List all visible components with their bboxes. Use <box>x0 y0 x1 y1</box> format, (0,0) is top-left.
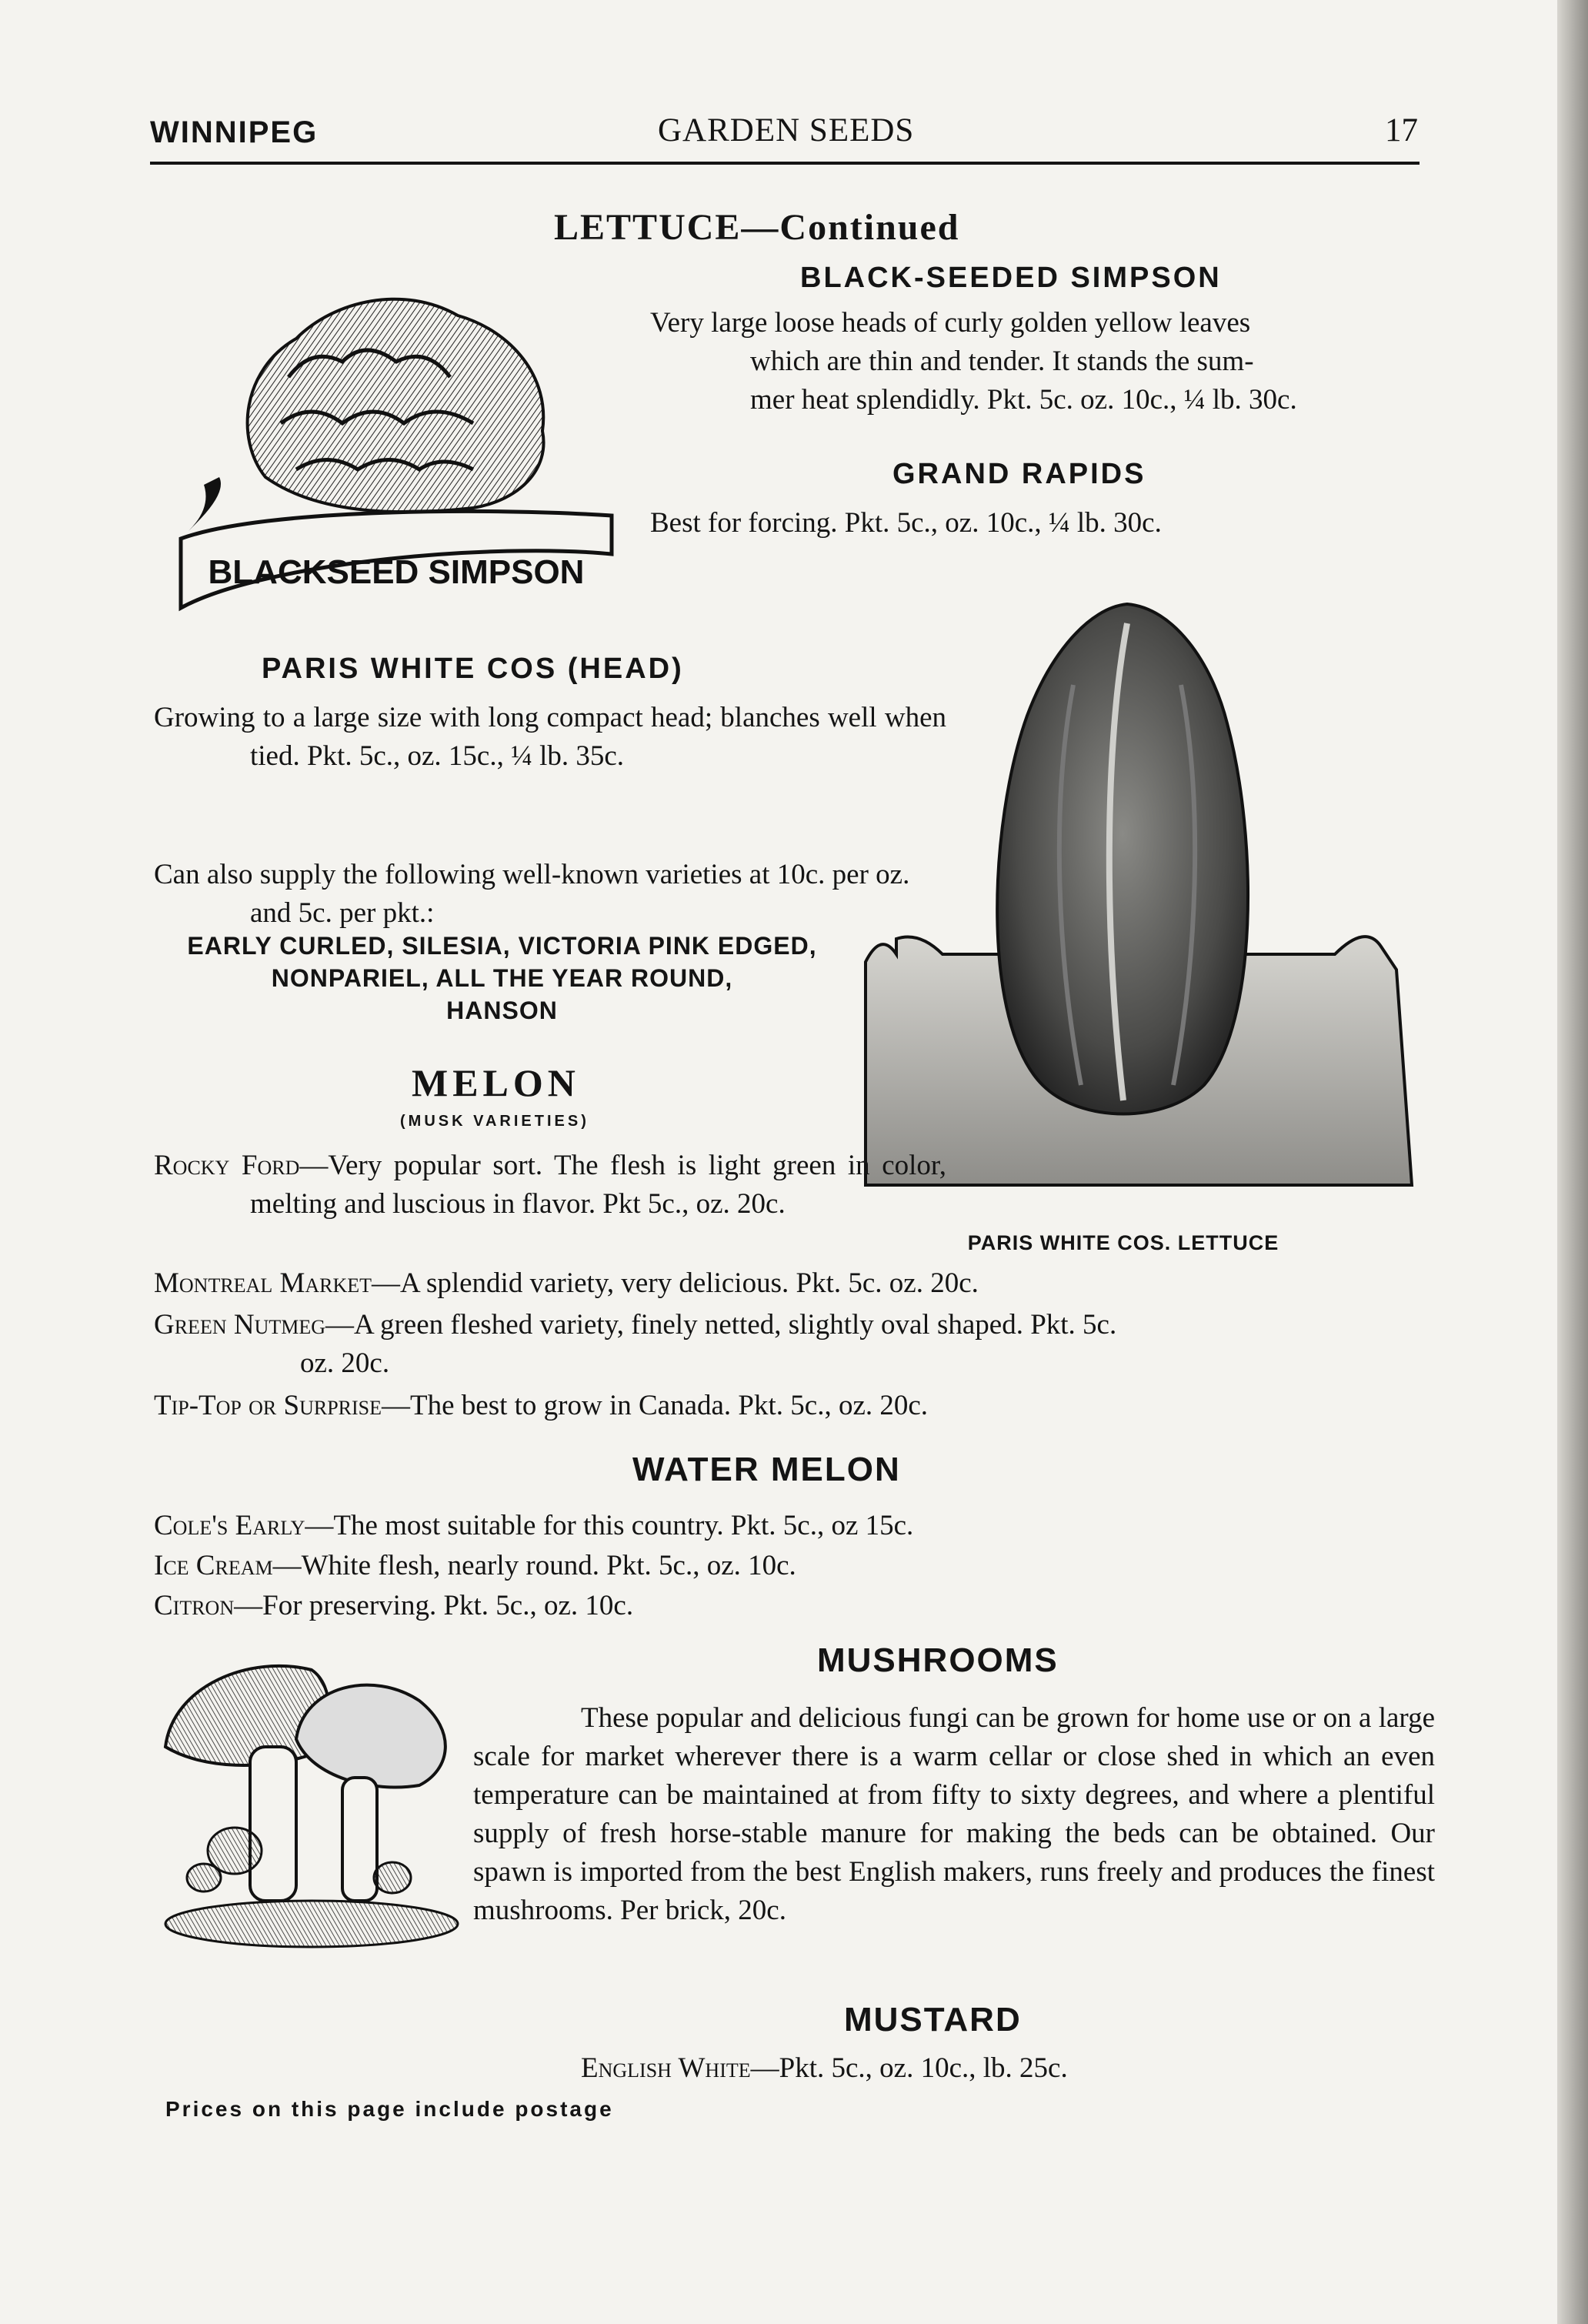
header-rule <box>150 162 1420 165</box>
melon-variety-name: Tip-Top or Surprise <box>154 1390 382 1421</box>
bss-line-2: which are thin and tender. It stands the sum- <box>750 346 1254 377</box>
mustard-variety-name: English White <box>581 2052 751 2084</box>
melon-variety-text: —A green fleshed variety, finely netted, slightly oval shaped. Pkt. 5c. <box>325 1309 1117 1341</box>
bss-line-1: Very large loose heads of curly golden yellow leaves <box>650 307 1251 339</box>
water-melon-citron <box>154 1587 1423 1625</box>
varieties-line-2: NONPARIEL, ALL THE YEAR ROUND, <box>271 964 733 992</box>
black-seeded-simpson-heading: BLACK-SEEDED SIMPSON <box>800 262 1222 294</box>
melon-heading: MELON <box>412 1061 580 1104</box>
varieties-line-3: HANSON <box>446 997 558 1024</box>
melon-variety-text: —The best to grow in Canada. Pkt. 5c., oz. 20c. <box>382 1390 929 1421</box>
melon-variety-continuation: oz. 20c. <box>300 1347 390 1379</box>
mushrooms-description: These popular and delicious fungi can be grown for home use or on a large scale for market wherever there is a warm cellar or close shed in which an even temperature can be maintained at from fifty to sixty degrees, and where a plentiful supply of fresh horse-stable manure for making the beds can be obtained. Our spawn is imported from the best English makers, runs freely and produces the finest mushrooms. Per brick, 20c. <box>473 1702 1435 1926</box>
paris-white-cos-photo <box>858 593 1420 1216</box>
melon-subheading: (MUSK VARIETIES) <box>400 1113 589 1130</box>
water-melon-coles-early <box>154 1507 1423 1545</box>
mustard-variety-text: —Pkt. 5c., oz. 10c., lb. 25c. <box>750 2052 1068 2084</box>
water-melon-variety-text: —White flesh, nearly round. Pkt. 5c., oz. 10c. <box>272 1550 796 1581</box>
black-seeded-simpson-description <box>650 304 1435 419</box>
additional-varieties-list <box>154 930 850 1027</box>
lettuce-banner-text: BLACKSEED SIMPSON <box>208 553 585 591</box>
melon-montreal-market <box>154 1264 1423 1303</box>
melon-green-nutmeg <box>154 1306 1423 1383</box>
lettuce-continued-heading: LETTUCE—Continued <box>554 207 960 248</box>
mushroom-illustration <box>158 1655 465 1955</box>
water-melon-heading: WATER MELON <box>632 1451 901 1488</box>
paris-white-cos-heading: PARIS WHITE COS (HEAD) <box>262 653 684 685</box>
water-melon-variety-text: —For preserving. Pkt. 5c., oz. 10c. <box>234 1590 634 1621</box>
header-city: WINNIPEG <box>150 115 319 149</box>
grand-rapids-description: Best for forcing. Pkt. 5c., oz. 10c., ¼ lb. 30c. <box>650 507 1162 539</box>
melon-variety-text: —Very popular sort. The flesh is light green in color, melting and luscious in flavor. Pkt 5c., oz. 20c. <box>250 1150 946 1220</box>
varieties-line-1: EARLY CURLED, SILESIA, VICTORIA PINK EDGED, <box>187 932 817 960</box>
water-melon-ice-cream <box>154 1547 1423 1585</box>
melon-variety-name: Rocky Ford <box>154 1150 300 1181</box>
header-title: GARDEN SEEDS <box>658 112 915 149</box>
paris-white-cos-description: Growing to a large size with long compact head; blanches well when tied. Pkt. 5c., oz. 15c., ¼ lb. 35c. <box>154 702 946 772</box>
black-seeded-simpson-illustration <box>150 285 627 616</box>
melon-variety-name: Montreal Market <box>154 1267 372 1299</box>
page-number: 17 <box>1385 112 1418 149</box>
mustard-heading: MUSTARD <box>844 2001 1022 2039</box>
melon-variety-name: Green Nutmeg <box>154 1309 326 1341</box>
melon-rocky-ford <box>154 1147 946 1224</box>
water-melon-variety-name: Cole's Early <box>154 1510 305 1541</box>
additional-varieties-note: Can also supply the following well-known varieties at 10c. per oz. and 5c. per pkt.: <box>154 859 910 929</box>
postage-note: Prices on this page include postage <box>165 2097 614 2121</box>
water-melon-variety-text: —The most suitable for this country. Pkt. 5c., oz 15c. <box>305 1510 914 1541</box>
grand-rapids-heading: GRAND RAPIDS <box>892 458 1146 490</box>
water-melon-variety-name: Ice Cream <box>154 1550 273 1581</box>
melon-tip-top <box>154 1387 1423 1425</box>
mustard-english-white <box>581 2049 1427 2088</box>
page-edge <box>1557 0 1588 2324</box>
mushrooms-heading: MUSHROOMS <box>817 1641 1059 1679</box>
melon-variety-text: —A splendid variety, very delicious. Pkt. 5c. oz. 20c. <box>372 1267 979 1299</box>
paris-white-cos-caption: PARIS WHITE COS. LETTUCE <box>967 1231 1279 1254</box>
water-melon-variety-name: Citron <box>154 1590 235 1621</box>
bss-line-3: mer heat splendidly. Pkt. 5c. oz. 10c., ¼ lb. 30c. <box>750 384 1297 416</box>
